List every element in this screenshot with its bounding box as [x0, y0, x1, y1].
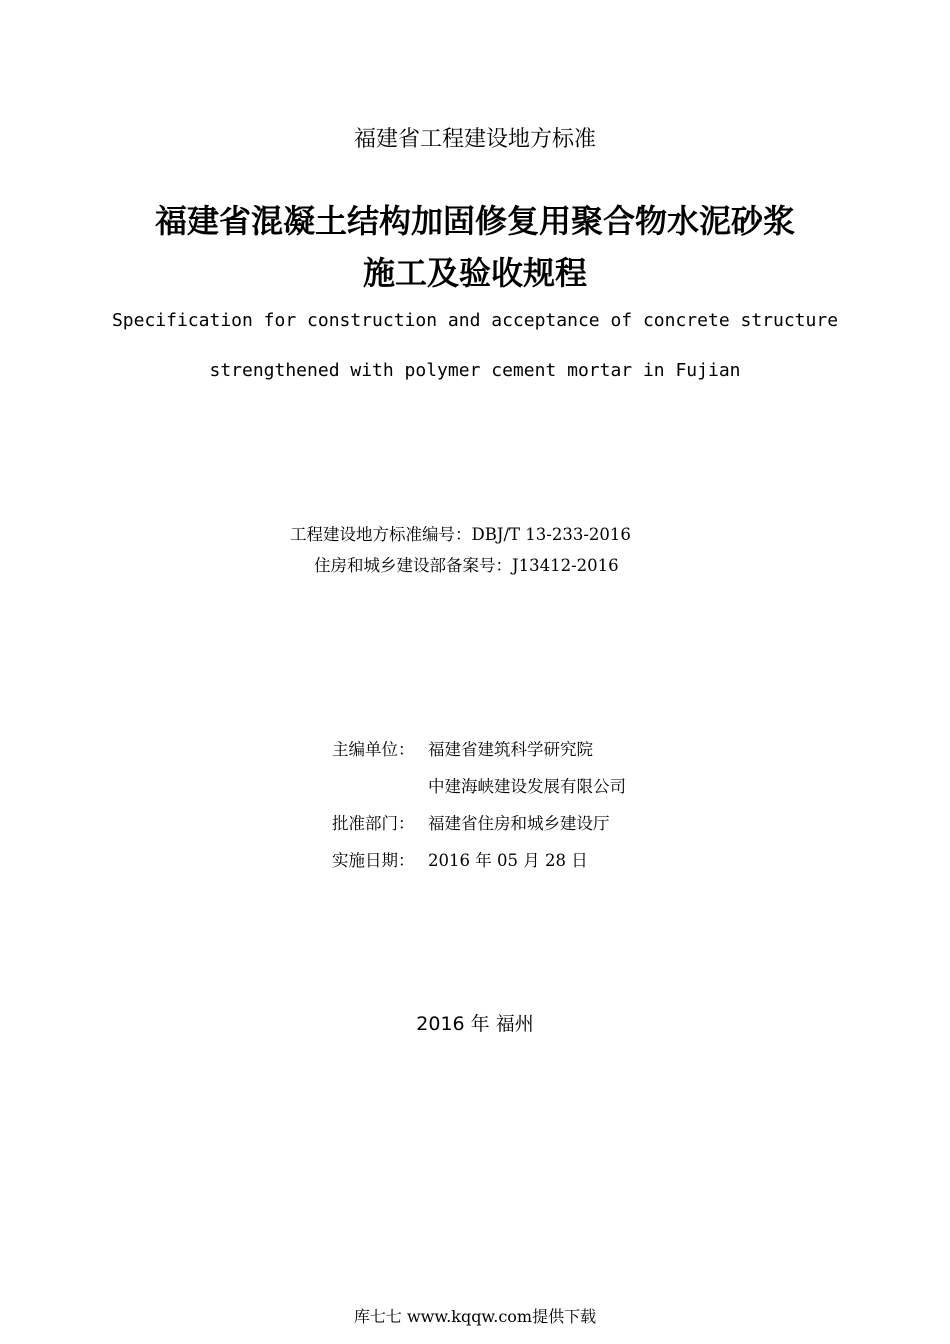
standard-number: 工程建设地方标准编号：DBJ/T 13-233-2016 [290, 525, 631, 544]
effective-date-row [332, 850, 588, 872]
chief-editor-label: 主编单位： [332, 740, 415, 759]
chief-editor-row [332, 739, 593, 761]
approved-by-value: 福建省住房和城乡建设厅 [428, 814, 610, 833]
english-title-line-1: Specification for construction and acceptance of concrete structure [111, 310, 839, 331]
effective-date-label: 实施日期： [332, 851, 415, 870]
chief-editor-value-2: 中建海峡建设发展有限公司 [428, 777, 626, 796]
main-title-line-2: 施工及验收规程 [362, 254, 587, 292]
effective-date-value: 2016 年 05 月 28 日 [428, 851, 588, 870]
approved-by-row [332, 813, 610, 835]
series-title: 福建省工程建设地方标准 [353, 127, 596, 152]
chief-editor-value-1: 福建省建筑科学研究院 [428, 740, 593, 759]
record-number: 住房和城乡建设部备案号：J13412-2016 [314, 556, 619, 575]
footer-year-place: 2016 年 福州 [416, 1013, 534, 1035]
english-title-line-2: strengthened with polymer cement mortar in Fujian [209, 360, 741, 381]
download-watermark: 库七七 www.kqqw.com提供下载 [353, 1307, 597, 1326]
approved-by-label: 批准部门： [332, 814, 415, 833]
main-title-line-1: 福建省混凝土结构加固修复用聚合物水泥砂浆 [154, 202, 795, 240]
